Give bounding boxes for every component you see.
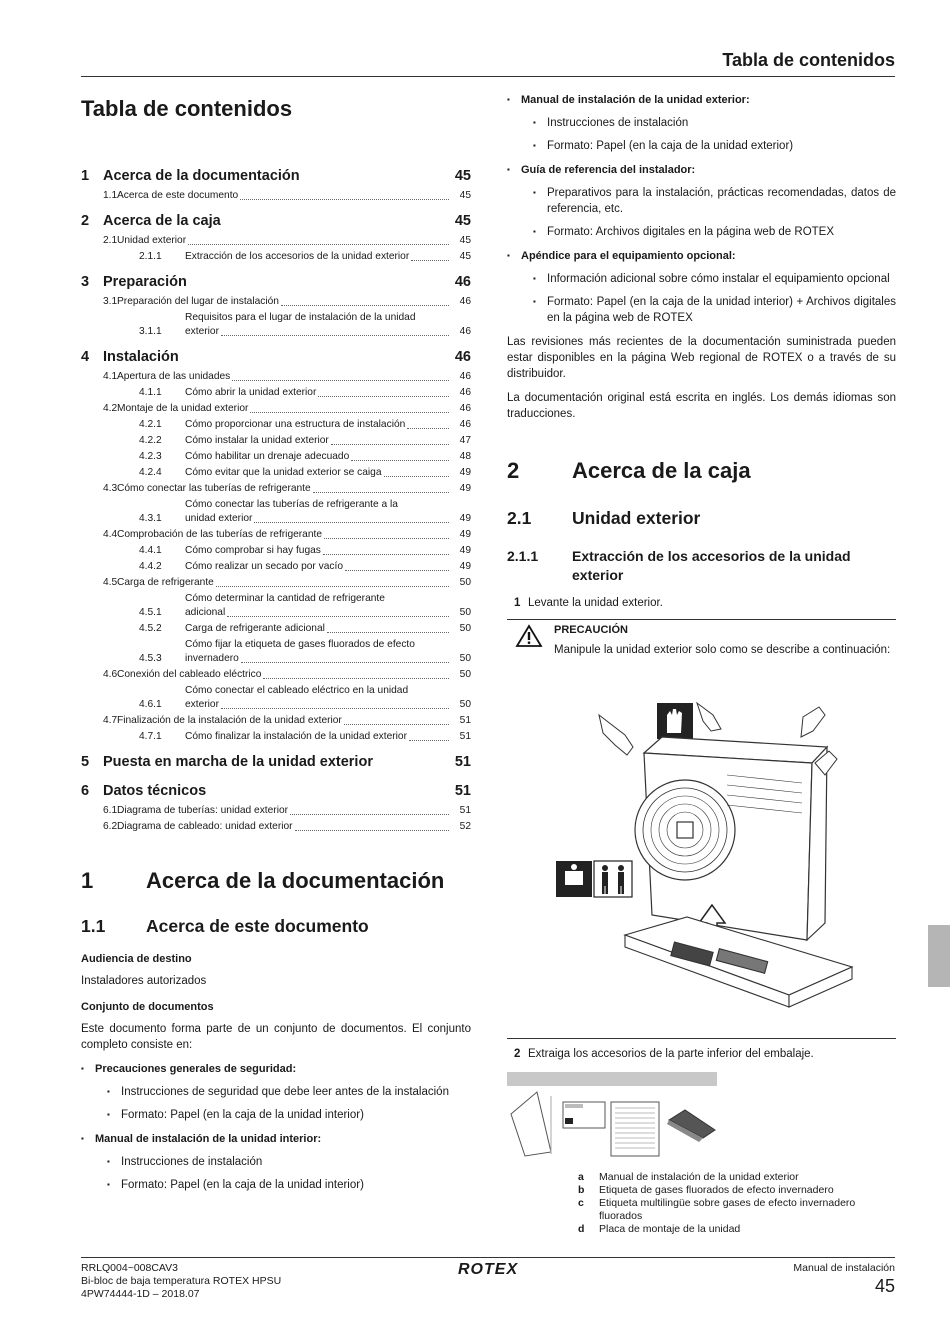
left-column	[81, 92, 471, 1193]
bullet-item	[81, 1061, 471, 1123]
toc-entry-number: 6.2	[103, 821, 118, 832]
toc-entry-text	[185, 544, 451, 558]
toc-entry-page: 49	[459, 561, 471, 572]
toc-leader-dots	[232, 380, 449, 381]
toc-entry-label: Acerca de este documento	[117, 190, 239, 201]
toc-entry-text-line1: Cómo fijar la etiqueta de gases fluorados de efecto	[185, 639, 415, 650]
toc-chapter-title: Puesta en marcha de la unidad exterior	[103, 754, 373, 770]
toc-entry-text-cont: adicional	[185, 607, 226, 618]
toc-entry-page: 51	[459, 731, 471, 742]
fluorinated-gas-label-icon	[563, 1102, 605, 1128]
toc-entry	[81, 560, 471, 574]
toc-entry-label: Cómo finalizar la instalación de la unidad exterior	[185, 731, 407, 742]
toc-chapter	[81, 349, 471, 368]
toc-leader-dots	[241, 662, 449, 663]
document-list-continued	[507, 92, 896, 326]
toc-leader-dots	[250, 412, 449, 413]
toc-leader-dots	[318, 396, 449, 397]
section-2-1-1-heading	[507, 547, 896, 585]
toc-entry	[81, 295, 471, 309]
toc-entry-page: 46	[459, 296, 471, 307]
toc-entry-number: 2.1.1	[139, 251, 162, 262]
toc-entry-label: Apertura de las unidades	[117, 371, 231, 382]
toc-entry-text	[117, 576, 451, 590]
bullet-item	[507, 162, 896, 240]
toc-entry-label: Diagrama de tuberías: unidad exterior	[117, 805, 289, 816]
toc-entry-text	[185, 466, 451, 480]
toc-entry-page: 52	[459, 821, 471, 832]
footer-doc-code: 4PW74444-1D – 2018.07	[81, 1288, 200, 1300]
toc-entry-text-cont: invernadero	[185, 653, 239, 664]
toc-leader-dots	[295, 830, 449, 831]
footer-doc-info	[81, 1262, 281, 1301]
toc-entry	[81, 684, 471, 712]
toc-entry-text	[185, 638, 451, 666]
toc-entry-page: 50	[459, 669, 471, 680]
toc-chapter-page: 45	[454, 213, 471, 229]
toc-entry-number: 4.2.3	[139, 451, 162, 462]
toc-chapter-page: 46	[454, 274, 471, 290]
section-title: Acerca de la documentación	[146, 868, 445, 893]
toc-leader-dots	[327, 632, 449, 633]
toc-entry-number: 4.5.3	[139, 653, 162, 664]
toc-entry-number: 4.1	[103, 371, 118, 382]
toc-entry-text	[185, 450, 451, 464]
toc-chapter-page: 45	[454, 168, 471, 184]
toc-entry-number: 4.2.2	[139, 435, 162, 446]
toc-entry	[81, 466, 471, 480]
toc-chapter	[81, 274, 471, 293]
toc-entry-text	[117, 482, 451, 496]
toc-entry-page: 49	[459, 483, 471, 494]
toc-entry	[81, 592, 471, 620]
document-list	[81, 1061, 471, 1193]
toc-entry-number: 4.4.2	[139, 561, 162, 572]
toc-chapter-number: 2	[81, 213, 90, 229]
toc-entry	[81, 189, 471, 203]
toc-entry-number: 4.3	[103, 483, 118, 494]
toc-leader-dots	[221, 335, 449, 336]
toc-entry-text	[117, 189, 451, 203]
toc-entry-text	[117, 714, 451, 728]
toc-entry-text-line2	[185, 606, 451, 620]
toc-entry-page: 51	[459, 715, 471, 726]
sub-bullet-list	[533, 271, 896, 326]
audience-text: Instaladores autorizados	[81, 975, 207, 987]
legend-item	[578, 1171, 898, 1184]
toc-entry-text-line1: Requisitos para el lugar de instalación de la unidad	[185, 312, 416, 323]
section-title: Acerca de la caja	[572, 458, 751, 483]
toc-entry-label: Cómo proporcionar una estructura de instalación	[185, 419, 406, 430]
toc-entry-text	[117, 295, 451, 309]
toc-chapter-number: 5	[81, 754, 90, 770]
toc-entry-label: Unidad exterior	[117, 235, 187, 246]
toc-entry-label: Montaje de la unidad exterior	[117, 403, 249, 414]
toc-chapter-title: Datos técnicos	[103, 783, 207, 799]
toc-chapter	[81, 783, 471, 802]
toc-chapter-number: 3	[81, 274, 90, 290]
legend-item	[578, 1197, 898, 1223]
toc-leader-dots	[324, 538, 449, 539]
bullet-title: Guía de referencia del instalador:	[521, 164, 696, 176]
footer-model: RRLQ004~008CAV3	[81, 1262, 178, 1274]
caution-text: Manipule la unidad exterior solo como se describe a continuación:	[554, 644, 891, 656]
step-text: Extraiga los accesorios de la parte inferior del embalaje.	[528, 1048, 814, 1060]
toc-entry-number: 4.4	[103, 529, 118, 540]
toc-entry	[81, 498, 471, 526]
toc-leader-dots	[221, 708, 449, 709]
bullet-item	[507, 248, 896, 326]
toc-entry-label: Preparación del lugar de instalación	[117, 296, 279, 307]
caution-title: PRECAUCIÓN	[554, 624, 628, 636]
toc-chapter-page: 51	[454, 783, 471, 799]
toc-leader-dots	[281, 305, 449, 306]
toc-entry-text	[117, 668, 451, 682]
toc-entry-label: Extracción de los accesorios de la unidad exterior	[185, 251, 410, 262]
section-number: 1.1	[81, 916, 106, 936]
toc-entry-number: 1.1	[103, 190, 118, 201]
footer-right	[793, 1262, 895, 1297]
two-person-icon	[556, 861, 632, 897]
toc-entry-text-line1: Cómo conectar el cableado eléctrico en la unidad	[185, 685, 409, 696]
toc-entry-text-line2	[185, 652, 451, 666]
toc-chapter	[81, 754, 471, 773]
toc-entry	[81, 370, 471, 384]
toc-entry-label: Diagrama de cableado: unidad exterior	[117, 821, 293, 832]
toc-entry-page: 50	[459, 623, 471, 634]
sub-bullet-item: ▪ Instrucciones de seguridad que debe leer antes de la instalación	[107, 1084, 471, 1100]
toc-entry	[81, 804, 471, 818]
toc-entry-page: 50	[459, 577, 471, 588]
toc-entry-text-line2	[185, 512, 451, 526]
toc-entry-label: Carga de refrigerante adicional	[185, 623, 325, 634]
toc-entry-number: 4.5	[103, 577, 118, 588]
toc-entry-number: 4.2	[103, 403, 118, 414]
right-column	[507, 90, 896, 658]
footer-product: Bi-bloc de baja temperatura ROTEX HPSU	[81, 1275, 282, 1287]
section-title: Extracción de los accesorios de la unidad exterior	[572, 548, 851, 583]
toc-entry-page: 49	[459, 467, 471, 478]
toc-entry-text-line1: Cómo determinar la cantidad de refrigerante	[185, 593, 385, 604]
legend-text: Placa de montaje de la unidad	[599, 1223, 741, 1235]
gloves-icon	[657, 703, 693, 739]
sub-bullet-item: ▪ Preparativos para la instalación, prácticas recomendadas, datos de referencia, etc.	[533, 185, 896, 217]
legend-text: Etiqueta multilingüe sobre gases de efecto invernadero fluorados	[599, 1197, 856, 1222]
toc-entry-text	[185, 592, 451, 620]
toc-entry-text-line2	[185, 325, 451, 339]
section-number: 2	[507, 458, 520, 483]
section-1-heading	[81, 868, 471, 894]
running-header-title: Tabla de contenidos	[722, 50, 895, 70]
toc-entry-label: Cómo realizar un secado por vacío	[185, 561, 343, 572]
toc-leader-dots	[409, 740, 449, 741]
toc-leader-dots	[216, 586, 449, 587]
toc-entry-label: Finalización de la instalación de la unidad exterior	[117, 715, 342, 726]
toc-entry	[81, 386, 471, 400]
toc-entry	[81, 434, 471, 448]
bullet-item	[81, 1131, 471, 1193]
toc-entry	[81, 482, 471, 496]
sub-bullet-item: ▪ Formato: Papel (en la caja de la unidad interior)	[107, 1177, 471, 1193]
toc-leader-dots	[188, 244, 449, 245]
sub-bullet-item: ▪ Instrucciones de instalación	[107, 1154, 471, 1170]
page-number: 45	[874, 1276, 895, 1296]
legend-item	[578, 1184, 898, 1197]
toc-entry-text	[185, 434, 451, 448]
toc-leader-dots	[227, 616, 449, 617]
accessories-legend	[578, 1171, 898, 1236]
header-rule	[81, 76, 895, 77]
toc-chapter-number: 4	[81, 349, 90, 365]
toc-entry-text	[185, 498, 451, 526]
toc-leader-dots	[351, 460, 449, 461]
toc-entry-label: Cómo conectar las tuberías de refrigerante	[117, 483, 311, 494]
toc-entry-page: 45	[459, 235, 471, 246]
toc-entry	[81, 714, 471, 728]
sub-bullet-list	[533, 185, 896, 240]
multilingual-label-icon	[611, 1102, 659, 1156]
toc-entry-text	[185, 250, 451, 264]
toc-chapter-title: Acerca de la documentación	[103, 168, 300, 184]
sub-bullet-list	[107, 1084, 471, 1123]
sub-bullet-item: ▪ Información adicional sobre cómo instalar el equipamiento opcional	[533, 271, 896, 287]
toc-entry-number: 6.1	[103, 805, 118, 816]
outdoor-unit	[635, 737, 827, 940]
toc-entry-text	[185, 622, 451, 636]
toc-entry-number: 3.1.1	[139, 326, 162, 337]
rotex-logo: ROTEX	[458, 1261, 519, 1278]
docset-text: Este documento forma parte de un conjunto de documentos. El conjunto completo consiste en:	[81, 1023, 471, 1051]
sub-bullet-item: ▪ Formato: Papel (en la caja de la unidad interior) + Archivos digitales en la página web de ROTEX	[533, 294, 896, 326]
toc-entry-number: 4.7	[103, 715, 118, 726]
toc-entry-page: 50	[459, 653, 471, 664]
toc-leader-dots	[323, 554, 449, 555]
toc-entry-number: 4.5.2	[139, 623, 162, 634]
bullet-title: Manual de instalación de la unidad interior:	[95, 1133, 322, 1145]
step-number: 2	[514, 1048, 521, 1060]
bullet-title: Apéndice para el equipamiento opcional:	[521, 250, 736, 262]
accessories-header-bar	[507, 1072, 717, 1086]
toc-chapter	[81, 213, 471, 232]
toc-entry-label: Cómo habilitar un drenaje adecuado	[185, 451, 350, 462]
toc-entry-number: 4.5.1	[139, 607, 162, 618]
sub-bullet-item: ▪ Instrucciones de instalación	[533, 115, 896, 131]
toc-chapter-number: 1	[81, 168, 90, 184]
toc-chapter-number: 6	[81, 783, 90, 799]
toc-entry-page: 50	[459, 607, 471, 618]
toc-entry	[81, 668, 471, 682]
toc-entry-page: 48	[459, 451, 471, 462]
toc-leader-dots	[345, 570, 449, 571]
toc-entry-page: 50	[459, 699, 471, 710]
packaging-base	[625, 917, 852, 1007]
toc-entry-text-line2	[185, 698, 451, 712]
toc-entry-text	[117, 402, 451, 416]
toc-entry-number: 2.1	[103, 235, 118, 246]
toc-entry	[81, 311, 471, 339]
toc-entry-page: 45	[459, 190, 471, 201]
toc-leader-dots	[240, 199, 449, 200]
toc-leader-dots	[384, 476, 449, 477]
toc-entry-page: 49	[459, 513, 471, 524]
toc-leader-dots	[411, 260, 449, 261]
section-number: 1	[81, 868, 94, 893]
sub-bullet-item: ▪ Formato: Archivos digitales en la página web de ROTEX	[533, 224, 896, 240]
step-1	[507, 597, 896, 609]
toc-entry-text	[117, 234, 451, 248]
toc-entry	[81, 544, 471, 558]
warning-icon	[507, 624, 554, 658]
toc-entry-text-line1: Cómo conectar las tuberías de refrigerante a la	[185, 499, 398, 510]
toc-entry-label: Carga de refrigerante	[117, 577, 214, 588]
footer-rule	[81, 1257, 895, 1258]
toc-entry-number: 3.1	[103, 296, 118, 307]
table-of-contents	[81, 168, 471, 834]
toc-entry	[81, 250, 471, 264]
toc-chapter-title: Acerca de la caja	[103, 213, 221, 229]
toc-leader-dots	[290, 814, 449, 815]
toc-entry-page: 46	[459, 387, 471, 398]
toc-entry-label: Cómo evitar que la unidad exterior se caiga	[185, 467, 382, 478]
toc-entry	[81, 402, 471, 416]
section-number: 2.1	[507, 508, 532, 528]
toc-entry-number: 4.6.1	[139, 699, 162, 710]
toc-leader-dots	[254, 522, 449, 523]
sub-bullet-item: ▪ Formato: Papel (en la caja de la unidad interior)	[107, 1107, 471, 1123]
toc-entry	[81, 820, 471, 834]
revisions-paragraph: Las revisiones más recientes de la documentación suministrada pueden estar disponibles en la página Web regional de ROTEX o a través de su distribuidor.	[507, 336, 896, 380]
legend-text: Etiqueta de gases fluorados de efecto invernadero	[599, 1184, 834, 1196]
section-number: 2.1.1	[507, 548, 539, 564]
toc-entry-number: 4.1.1	[139, 387, 162, 398]
mounting-plate-icon	[667, 1110, 715, 1142]
toc-leader-dots	[313, 492, 449, 493]
toc-entry-label: Conexión del cableado eléctrico	[117, 669, 262, 680]
step-number: 1	[514, 597, 521, 609]
manual-icon	[511, 1092, 551, 1156]
section-title: Unidad exterior	[572, 508, 701, 528]
toc-chapter-page: 46	[454, 349, 471, 365]
toc-title: Tabla de contenidos	[81, 96, 293, 121]
toc-entry-page: 45	[459, 251, 471, 262]
accessories-illustration	[507, 1086, 737, 1158]
legend-key: c	[578, 1197, 584, 1209]
toc-entry-label: Cómo abrir la unidad exterior	[185, 387, 317, 398]
toc-chapter-page: 51	[454, 754, 471, 770]
toc-entry	[81, 730, 471, 744]
toc-entry-page: 46	[459, 371, 471, 382]
toc-entry-text-cont: exterior	[185, 326, 219, 337]
toc-entry-page: 47	[459, 435, 471, 446]
toc-entry-text	[117, 370, 451, 384]
toc-chapter-title: Preparación	[103, 274, 187, 290]
bullet-title: Precauciones generales de seguridad:	[95, 1063, 297, 1075]
toc-entry-text	[185, 684, 451, 712]
toc-entry-number: 4.2.4	[139, 467, 162, 478]
toc-entry-text	[117, 804, 451, 818]
section-2-1-heading	[507, 508, 896, 529]
bullet-title: Manual de instalación de la unidad exterior:	[521, 94, 750, 106]
toc-entry-text	[185, 730, 451, 744]
language-paragraph: La documentación original está escrita en inglés. Los demás idiomas son traducciones.	[507, 392, 896, 420]
caution-box	[507, 619, 896, 658]
toc-entry-text	[185, 418, 451, 432]
sub-bullet-list	[533, 115, 896, 154]
toc-entry-page: 46	[459, 403, 471, 414]
toc-entry	[81, 576, 471, 590]
toc-entry-number: 4.7.1	[139, 731, 162, 742]
toc-chapter-title: Instalación	[103, 349, 179, 365]
step-text: Levante la unidad exterior.	[528, 597, 663, 609]
toc-entry-text	[185, 560, 451, 574]
toc-entry-label: Cómo instalar la unidad exterior	[185, 435, 329, 446]
toc-leader-dots	[407, 428, 449, 429]
toc-entry-text	[117, 528, 451, 542]
toc-entry-page: 49	[459, 529, 471, 540]
toc-entry-text	[117, 820, 451, 834]
section-title: Acerca de este documento	[146, 916, 369, 936]
toc-entry-page: 51	[459, 805, 471, 816]
toc-entry	[81, 450, 471, 464]
toc-entry-text-cont: exterior	[185, 699, 219, 710]
toc-entry-number: 4.4.1	[139, 545, 162, 556]
legend-key: a	[578, 1171, 584, 1183]
sub-bullet-list	[107, 1154, 471, 1193]
footer-manual-name: Manual de instalación	[793, 1262, 895, 1274]
legend-text: Manual de instalación de la unidad exterior	[599, 1171, 799, 1183]
bullet-item	[507, 92, 896, 154]
toc-entry	[81, 234, 471, 248]
docset-label: Conjunto de documentos	[81, 1001, 214, 1013]
step-2	[507, 1048, 896, 1060]
toc-entry	[81, 418, 471, 432]
toc-entry	[81, 622, 471, 636]
toc-entry-page: 46	[459, 326, 471, 337]
toc-entry-number: 4.2.1	[139, 419, 162, 430]
toc-entry-text	[185, 386, 451, 400]
section-1-1-heading	[81, 916, 471, 937]
toc-chapter	[81, 168, 471, 187]
section-2-heading	[507, 458, 896, 484]
toc-entry-page: 49	[459, 545, 471, 556]
legend-key: b	[578, 1184, 585, 1196]
toc-entry-label: Comprobación de las tuberías de refrigerante	[117, 529, 322, 540]
toc-leader-dots	[263, 678, 449, 679]
toc-entry-text-cont: unidad exterior	[185, 513, 253, 524]
audience-label: Audiencia de destino	[81, 953, 192, 965]
toc-entry	[81, 528, 471, 542]
toc-leader-dots	[331, 444, 449, 445]
sub-bullet-item: ▪ Formato: Papel (en la caja de la unidad exterior)	[533, 138, 896, 154]
toc-entry-label: Cómo comprobar si hay fugas	[185, 545, 321, 556]
chapter-thumb-tab	[928, 925, 950, 987]
lifting-illustration	[507, 685, 896, 1039]
legend-item	[578, 1223, 898, 1236]
toc-entry-number: 4.3.1	[139, 513, 162, 524]
toc-entry-text	[185, 311, 451, 339]
toc-entry	[81, 638, 471, 666]
toc-leader-dots	[344, 724, 449, 725]
toc-entry-number: 4.6	[103, 669, 118, 680]
toc-entry-page: 46	[459, 419, 471, 430]
legend-key: d	[578, 1223, 585, 1235]
